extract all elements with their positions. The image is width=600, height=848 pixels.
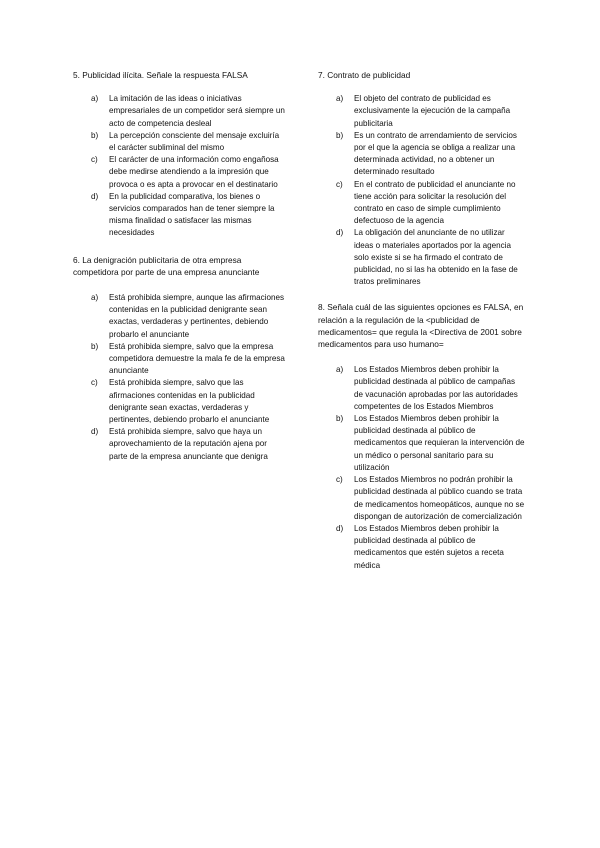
option-6b: [73, 341, 287, 378]
option-text: En el contrato de publicidad el anunciante no tiene acción para solicitar la resolución del contrato en caso de simple cumplimiento defectuoso de la agencia: [354, 179, 516, 226]
option-letter: a): [91, 94, 99, 104]
option-text: Los Estados Miembros no podrán prohibir la publicidad destinada al público cuando se trata de medicamentos homeopáticos, aunque no se dispongan de autorización de comercialización: [354, 475, 525, 521]
option-text: La obligación del anunciante de no utilizar ideas o materiales aportados por la agencia solo existe si se ha firmado el contrato de publicidad, no si las ha obtenido en la fase de tratos preliminares: [354, 228, 518, 287]
option-8a: [318, 364, 526, 413]
option-5d: [73, 191, 287, 240]
option-letter: a): [336, 94, 344, 104]
option-5b: [73, 130, 287, 154]
option-letter: a): [336, 365, 344, 375]
option-text: Está prohibida siempre, salvo que las afirmaciones contenidas en la publicidad denigrante sean exactas, verdaderas y pertinentes, debiendo probarlo el anunciante: [109, 378, 270, 425]
option-6c: [73, 377, 287, 426]
option-text: En la publicidad comparativa, los bienes o servicios comparados han de tener siempre la misma finalidad o satisfacer las mismas necesidades: [109, 191, 275, 238]
question-5-options: [73, 93, 287, 239]
option-text: Los Estados Miembros deben prohibir la publicidad destinada al público de medicamentos que requieran la intervención de un médico o personal sanitario para su utilización: [354, 414, 525, 472]
option-7c: [318, 179, 526, 228]
question-7-title: 7. Contrato de publicidad: [318, 70, 411, 80]
question-8: [318, 301, 526, 571]
option-5c: [73, 154, 287, 191]
question-5-title: 5. Publicidad ilícita. Señale la respuesta FALSA: [73, 70, 248, 80]
question-7-options: [318, 93, 526, 288]
question-5: [73, 69, 287, 240]
option-text: Está prohibida siempre, salvo que haya un aprovechamiento de la reputación ajena por parte de la empresa anunciante que denigra: [109, 427, 268, 461]
option-letter: b): [91, 130, 99, 140]
option-7d: [318, 227, 526, 288]
question-6-options: [73, 292, 287, 463]
option-text: La percepción consciente del mensaje excluiría el carácter subliminal del mismo: [109, 130, 280, 153]
option-8d: [318, 523, 526, 572]
right-column: [318, 69, 526, 572]
option-text: Está prohibida siempre, salvo que la empresa competidora demuestre la mala fe de la empresa anunciante: [109, 341, 285, 376]
option-7a: [318, 93, 526, 130]
option-letter: c): [91, 155, 98, 165]
option-letter: a): [91, 293, 99, 303]
option-letter: d): [91, 427, 99, 437]
question-8-options: [318, 364, 526, 571]
option-text: Es un contrato de arrendamiento de servicios por el que la agencia se obliga a realizar una determinada actividad, no a obtener un determinado resultado: [354, 130, 517, 177]
option-letter: c): [91, 378, 98, 388]
option-text: El carácter de una información como engañosa debe medirse atendiendo a la impresión que provoca o es apta a provocar en el destinatario: [109, 155, 279, 189]
option-letter: b): [91, 341, 99, 351]
question-6-title: 6. La denigración publicitaria de otra empresa competidora por parte de una empresa anunciante: [73, 254, 260, 277]
option-letter: b): [336, 130, 344, 140]
option-letter: c): [336, 179, 343, 189]
option-text: El objeto del contrato de publicidad es exclusivamente la ejecución de la campaña publicitaria: [354, 94, 511, 128]
question-7: [318, 69, 526, 288]
option-text: Los Estados Miembros deben prohibir la publicidad destinada al público de medicamentos que estén sujetos a receta médica: [354, 523, 504, 570]
question-8-title: 8. Señala cuál de las siguientes opciones es FALSA, en relación a la regulación de la <publicidad de medicamentos= que regula la <Directiva de 2001 sobre medicamentos para uso humano=: [318, 302, 524, 350]
option-text: Está prohibida siempre, aunque las afirmaciones contenidas en la publicidad denigrante sean exactas, verdaderas y pertinentes, debiendo probarlo el anunciante: [109, 293, 285, 339]
option-text: Los Estados Miembros deben prohibir la publicidad destinada al público de campañas de vacunación aprobadas por las autoridades competentes de los Estados Miembros: [354, 365, 518, 411]
option-letter: d): [336, 523, 344, 533]
option-letter: b): [336, 414, 344, 424]
left-column: [73, 69, 287, 463]
option-6a: [73, 292, 287, 341]
option-letter: c): [336, 475, 343, 485]
option-8c: [318, 474, 526, 523]
option-text: La imitación de las ideas o iniciativas empresariales de un competidor será siempre un acto de competencia desleal: [109, 94, 285, 128]
option-letter: d): [91, 191, 99, 201]
option-letter: d): [336, 228, 344, 238]
option-6d: [73, 426, 287, 463]
option-8b: [318, 413, 526, 474]
option-5a: [73, 93, 287, 130]
option-7b: [318, 130, 526, 179]
question-6: [73, 254, 287, 463]
